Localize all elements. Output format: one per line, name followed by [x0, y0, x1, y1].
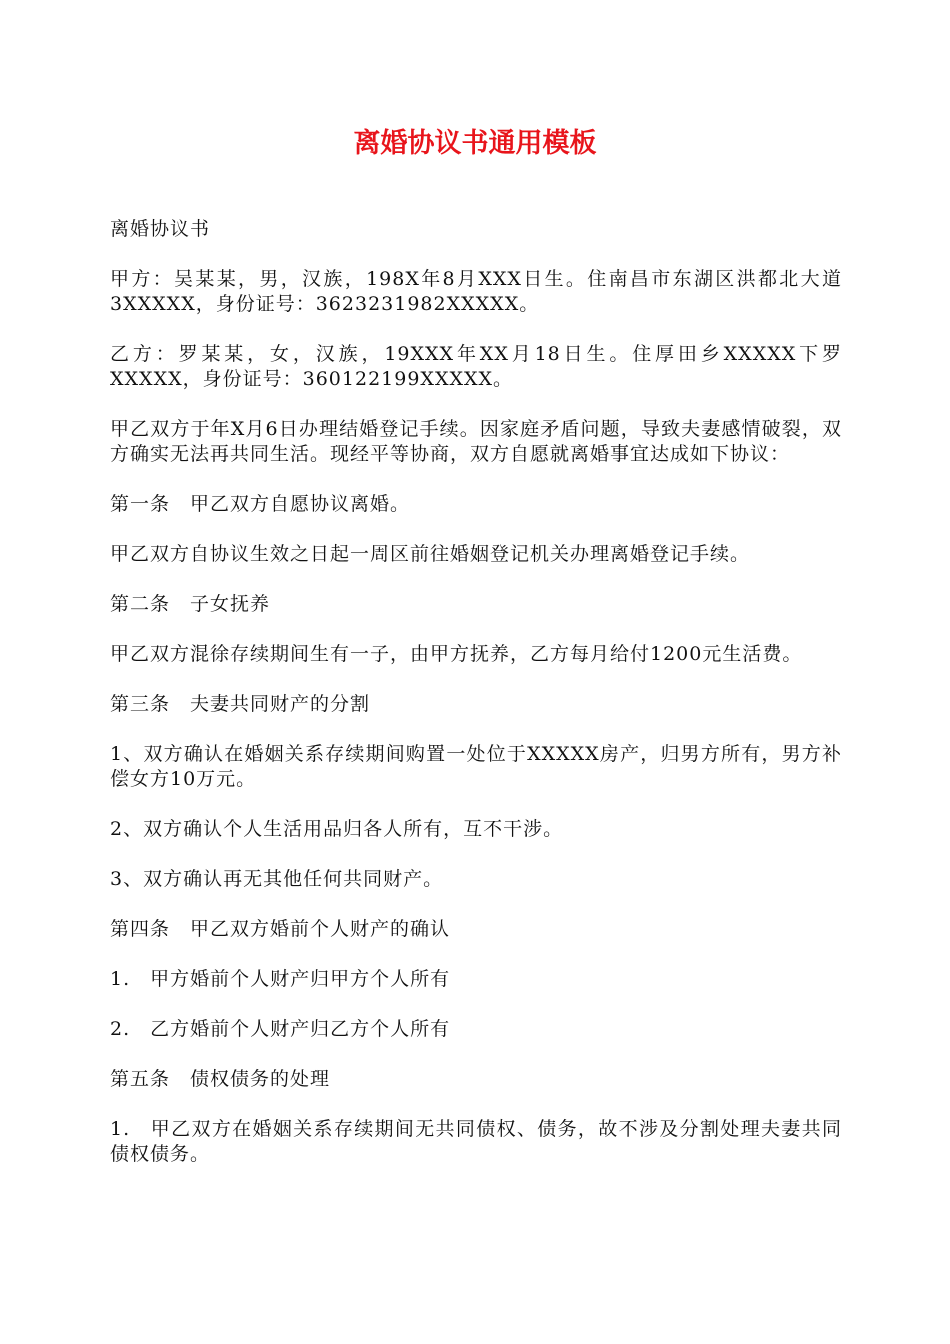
- article-3-heading: 第三条 夫妻共同财产的分割: [110, 693, 371, 715]
- document-title: 离婚协议书通用模板: [353, 128, 597, 159]
- article-1-heading: 第一条 甲乙双方自愿协议离婚。: [110, 493, 411, 515]
- party-a-info: 甲方：吴某某，男，汉族，198X年8月XXX日生。住南昌市东湖区洪都北大道3XXXXX，身份证号：3623231982XXXXX。: [110, 268, 842, 315]
- article-3-item-3: 3、双方确认再无其他任何共同财产。: [110, 868, 444, 890]
- document-body: [110, 217, 842, 1192]
- article-4-heading: 第四条 甲乙双方婚前个人财产的确认: [110, 918, 451, 940]
- article-1-body: 甲乙双方自协议生效之日起一周区前往婚姻登记机关办理离婚登记手续。: [110, 543, 751, 565]
- preamble-paragraph: 甲乙双方于年X月6日办理结婚登记手续。因家庭矛盾问题，导致夫妻感情破裂，双方确实无法再共同生活。现经平等协商，双方自愿就离婚事宜达成如下协议：: [110, 418, 842, 465]
- agreement-heading: 离婚协议书: [110, 218, 211, 240]
- party-b-info: 乙方：罗某某，女，汉族，19XXX年XX月18日生。住厚田乡XXXXX下罗XXXXX，身份证号：360122199XXXXX。: [110, 343, 842, 390]
- article-5-item-1: 1. 甲乙双方在婚姻关系存续期间无共同债权、债务，故不涉及分割处理夫妻共同债权债务。: [110, 1118, 842, 1165]
- article-2-body: 甲乙双方混徐存续期间生有一子，由甲方抚养，乙方每月给付1200元生活费。: [110, 643, 803, 665]
- article-3-item-1: 1、双方确认在婚姻关系存续期间购置一处位于XXXXX房产，归男方所有，男方补偿女方10万元。: [110, 743, 842, 790]
- article-2-heading: 第二条 子女抚养: [110, 593, 271, 615]
- article-4-item-2: 2. 乙方婚前个人财产归乙方个人所有: [110, 1018, 451, 1040]
- article-5-heading: 第五条 债权债务的处理: [110, 1068, 331, 1090]
- article-4-item-1: 1. 甲方婚前个人财产归甲方个人所有: [110, 968, 451, 990]
- article-3-item-2: 2、双方确认个人生活用品归各人所有，互不干涉。: [110, 818, 564, 840]
